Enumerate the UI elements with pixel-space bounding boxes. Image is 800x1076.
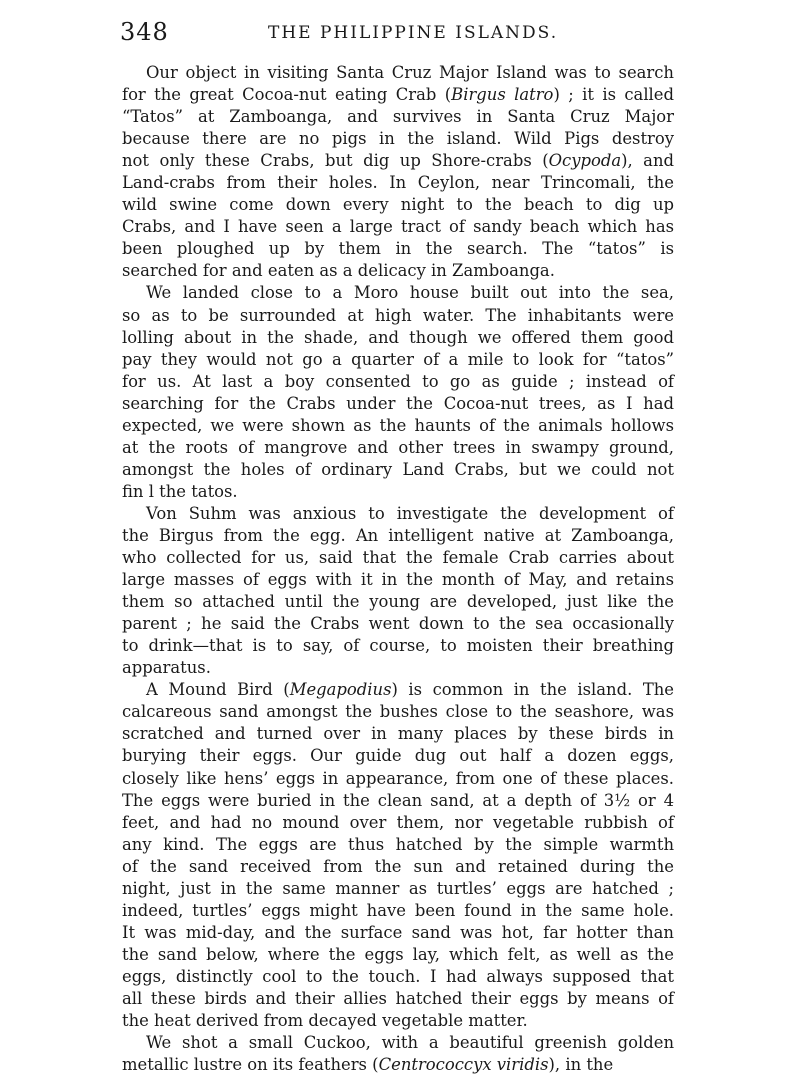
text-line: of the sand received from the sun and retained during the bbox=[122, 856, 674, 876]
text-line: not only these Crabs, but dig up Shore-crabs (Ocypoda), and bbox=[122, 151, 674, 171]
text-line: for us. At last a boy consented to go as guide ; instead of bbox=[122, 371, 674, 391]
text-line: feet, and had no mound over them, nor vegetable rubbish of bbox=[122, 812, 674, 832]
text-line: for the great Cocoa-nut eating Crab (Birgus latro) ; it is called bbox=[122, 85, 674, 105]
text-line: apparatus. bbox=[122, 658, 211, 678]
text-line: Land-crabs from their holes. In Ceylon, near Trincomali, the bbox=[122, 173, 674, 193]
italic-term: Centrococcyx viridis bbox=[378, 1055, 549, 1075]
text-line: the heat derived from decayed vegetable matter. bbox=[122, 1011, 528, 1031]
text-line: We shot a small Cuckoo, with a beautiful greenish golden bbox=[146, 1033, 674, 1053]
italic-term: Ocypoda bbox=[548, 151, 622, 171]
text-line: A Mound Bird (Megapodius) is common in the island. The bbox=[146, 680, 675, 700]
text-line: burying their eggs. Our guide dug out half a dozen eggs, bbox=[122, 746, 674, 766]
text-line: indeed, turtles’ eggs might have been found in the same hole. bbox=[122, 900, 674, 920]
text-line: Crabs, and I have seen a large tract of sandy beach which has bbox=[122, 217, 674, 237]
text-line: The eggs were buried in the clean sand, at a depth of 3½ or 4 bbox=[122, 790, 674, 810]
text-line: lolling about in the shade, and though we offered them good bbox=[122, 327, 674, 347]
body-text bbox=[122, 62, 674, 1076]
text-line: expected, we were shown as the haunts of the animals hollows bbox=[122, 415, 674, 435]
text-line: “Tatos” at Zamboanga, and survives in Santa Cruz Major bbox=[122, 107, 674, 127]
text-line: pay they would not go a quarter of a mile to look for “tatos” bbox=[122, 349, 674, 369]
page-header bbox=[120, 18, 675, 52]
text-line: eggs, distinctly cool to the touch. I had always supposed that bbox=[122, 966, 674, 986]
text-line: been ploughed up by them in the search. The “tatos” is bbox=[122, 239, 674, 259]
text-line: fin l the tatos. bbox=[122, 481, 238, 501]
text-line: wild swine come down every night to the beach to dig up bbox=[122, 195, 674, 215]
text-line: the Birgus from the egg. An intelligent native at Zamboanga, bbox=[122, 525, 674, 545]
page-number: 348 bbox=[120, 18, 169, 46]
text-line: Our object in visiting Santa Cruz Major Island was to search bbox=[146, 63, 674, 82]
text-line: searching for the Crabs under the Cocoa-nut trees, as I had bbox=[122, 393, 674, 413]
text-line: searched for and eaten as a delicacy in Zamboanga. bbox=[122, 261, 555, 281]
text-line: night, just in the same manner as turtles’ eggs are hatched ; bbox=[122, 878, 674, 898]
text-line: the sand below, where the eggs lay, which felt, as well as the bbox=[122, 944, 674, 964]
text-line: amongst the holes of ordinary Land Crabs, but we could not bbox=[122, 459, 674, 479]
text-line: large masses of eggs with it in the month of May, and retains bbox=[122, 570, 674, 590]
italic-term: Birgus latro bbox=[451, 85, 554, 105]
text-line: scratched and turned over in many places by these birds in bbox=[122, 724, 674, 744]
text-line: them so attached until the young are developed, just like the bbox=[122, 592, 674, 612]
italic-term: Megapodius bbox=[289, 680, 392, 700]
text-line: who collected for us, said that the female Crab carries about bbox=[122, 548, 674, 568]
running-title: THE PHILIPPINE ISLANDS. bbox=[268, 23, 559, 43]
text-line: to drink—that is to say, of course, to moisten their breathing bbox=[122, 636, 674, 656]
text-line: at the roots of mangrove and other trees in swampy ground, bbox=[122, 437, 674, 457]
text-line: because there are no pigs in the island. Wild Pigs destroy bbox=[122, 129, 674, 149]
text-line: so as to be surrounded at high water. The inhabitants were bbox=[122, 305, 674, 325]
text-line: any kind. The eggs are thus hatched by the simple warmth bbox=[122, 834, 674, 854]
text-line: It was mid-day, and the surface sand was hot, far hotter than bbox=[122, 922, 674, 942]
text-line: all these birds and their allies hatched their eggs by means of bbox=[122, 988, 674, 1008]
text-line: Von Suhm was anxious to investigate the development of bbox=[146, 503, 674, 523]
text-line: We landed close to a Moro house built out into the sea, bbox=[146, 283, 674, 303]
text-line: parent ; he said the Crabs went down to the sea occasionally bbox=[122, 614, 674, 634]
text-line: closely like hens’ eggs in appearance, from one of these places. bbox=[122, 768, 674, 788]
text-line: metallic lustre on its feathers (Centrococcyx viridis), in the bbox=[122, 1055, 614, 1075]
text-line: calcareous sand amongst the bushes close to the seashore, was bbox=[122, 702, 674, 722]
